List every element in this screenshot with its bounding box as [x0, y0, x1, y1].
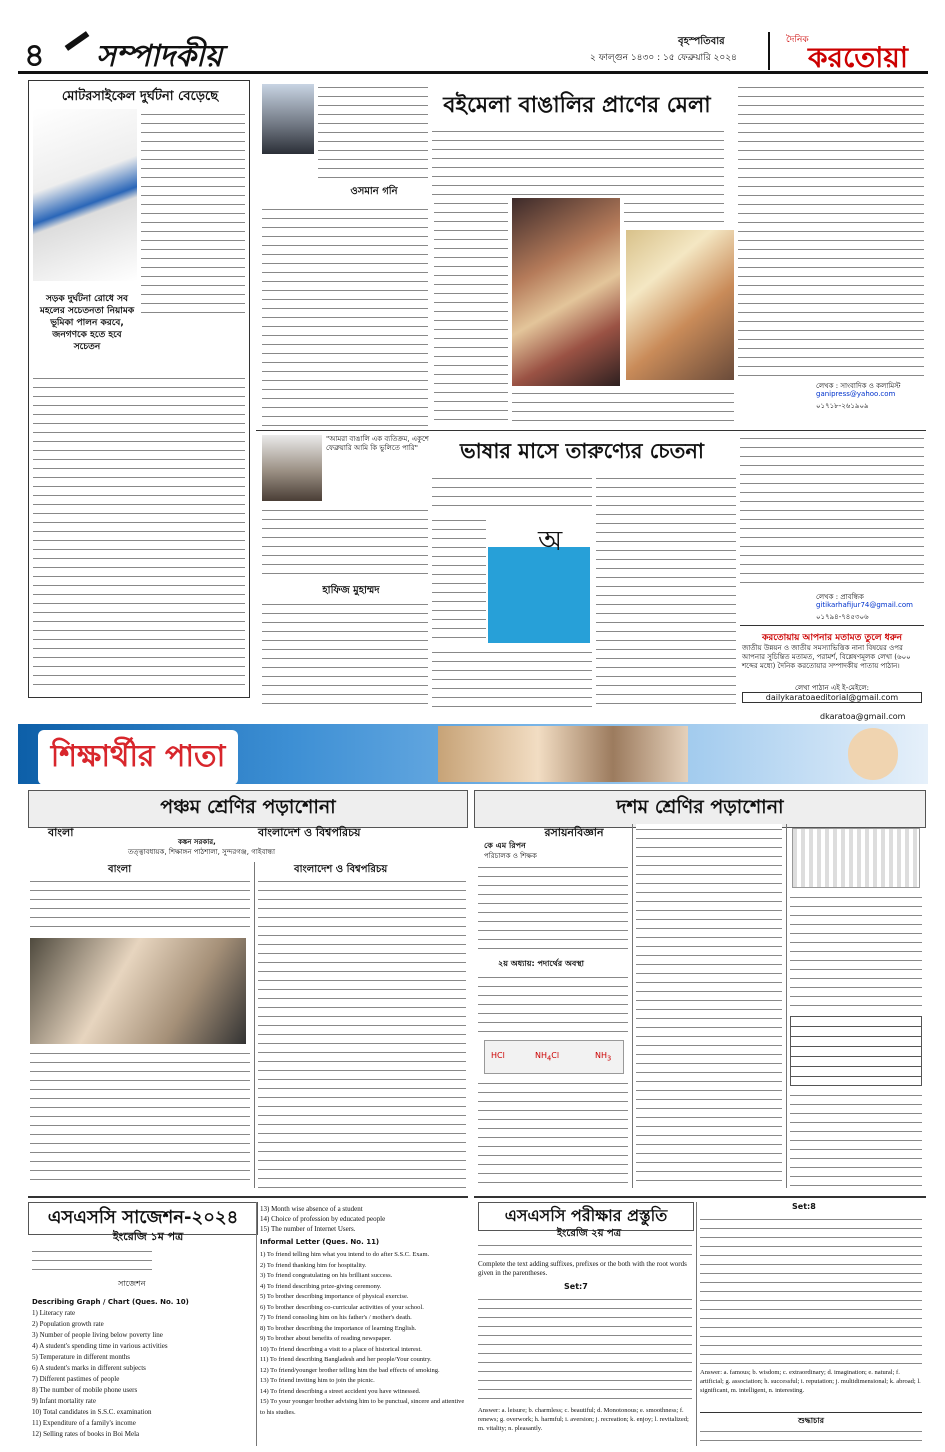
ssc-preparation: [474, 1196, 926, 1446]
teacher-detail: তত্ত্বাবধায়ক, শিক্ষাঙ্গন পাঠশালা, সুন্দরগঞ্জ, গাইবান্ধা: [128, 848, 275, 856]
list-item: 4) To friend describing prize-giving ceremony.: [260, 1282, 382, 1290]
bangla-body-bottom: [30, 1048, 250, 1188]
edu-banner-title: শিক্ষার্থীর পাতা: [38, 730, 238, 785]
list-item: 2) To friend thanking him for hospitality.: [260, 1261, 367, 1269]
column-divider: [786, 824, 787, 1188]
correction-label: শুদ্ধাচার: [700, 1412, 922, 1428]
author-email: gitikarhafijur74@gmail.com: [816, 601, 913, 609]
correction-body: [700, 1426, 922, 1446]
list-item: 7) Different pastimes of people: [32, 1375, 120, 1383]
list-item: 9) To brother about benefits of reading newspaper.: [260, 1335, 392, 1342]
article-body-col6: [740, 433, 924, 591]
list-item: 15) To your younger brother advising him to be punctual, sincere and attentive to his studies.: [260, 1398, 465, 1416]
bookfair-photo-2: [626, 230, 734, 380]
ssc-right-title: এসএসসি পরীক্ষার প্রস্তুতি: [478, 1202, 694, 1231]
section-title: সম্পাদকীয়: [96, 39, 223, 74]
class5-section: [28, 788, 468, 1190]
set7-passage: [478, 1294, 692, 1404]
opinion-body: জাতীয় উন্নয়ন ও জাতীয় সমস্যাভিত্তিক নানা বিষয়ের ওপর আপনার সুচিন্তিত মতামত, পরামর্শ, বিশ্লেষণমূলক লেখা (৬০০ শব্দের মধ্যে) দৈনিক করতোয়ার সম্পাদকীয় পাতায় পাঠান।: [742, 644, 911, 670]
subject-bgs: বাংলাদেশ ও বিশ্বপরিচয়: [258, 826, 361, 839]
list-item: 2) Population growth rate: [32, 1320, 104, 1328]
hcl-label: HCl: [491, 1051, 505, 1060]
ssc-suggestion: [28, 1196, 468, 1446]
masthead-divider: [768, 32, 770, 70]
issue-date: ২ ফাল্গুন ১৪৩০ : ১৫ ফেব্রুয়ারি ২০২৪: [590, 53, 737, 63]
article-title: বইমেলা বাঙালির প্রাণের মেলা: [443, 93, 711, 118]
list-item: 3) To friend congratulating on his brilliant success.: [260, 1272, 393, 1279]
chem-teacher-detail: পরিচালক ও শিক্ষক: [484, 852, 537, 860]
list-item: 8) The number of mobile phone users: [32, 1386, 138, 1394]
letter-list: [260, 1250, 466, 1418]
exercise-instruction: Complete the text adding suffixes, prefixes or the both with the root words given in the parentheses.: [478, 1260, 687, 1277]
list-item: 3) Number of people living below poverty line: [32, 1331, 163, 1339]
list-item: 15) The number of Internet Users.: [260, 1225, 356, 1233]
diffusion-diagram: [792, 828, 920, 888]
teacher-info: [32, 1246, 152, 1274]
bangla-body-top: [30, 876, 250, 934]
article-body-intro: [318, 82, 428, 178]
set8-answer: Answer: a. famous; b. wisdom; c. extraordinary; d. imagination; e. natural; f. artificial; g. association; h. successful; i. reputation; j. multidimensional; k. abroad; l. significant, m. intelligent, n. interesting.: [700, 1369, 921, 1394]
paper-tag: দৈনিক: [786, 35, 809, 45]
article-motorcycle: [28, 80, 250, 698]
chem-teacher: কে এম রিপন: [484, 841, 526, 850]
column-divider: [254, 862, 255, 1188]
list-item: 6) To brother describing co-curricular activities of your school.: [260, 1303, 424, 1311]
list-item: 5) Temperature in different months: [32, 1353, 130, 1361]
bookfair-photo: [512, 198, 620, 386]
class5-title: পঞ্চম শ্রেণির পড়াশোনা: [28, 790, 468, 828]
chem-diagram: [484, 1040, 624, 1074]
set7-answer: Answer: a. leisure; b. charmless; c. beautiful; d. Monotonous; e. smoothness; f. renews; g. overwork; h. harmful; i. aversion; j. recreation; k. enjoy; l. revitalized; m. vitality; n. pleasantly.: [478, 1407, 689, 1432]
alphabet-glyph: অ: [538, 524, 563, 557]
property-table: [790, 1016, 922, 1086]
chem-body-col2: [636, 824, 782, 1188]
author-credit: লেখক : সাংবাদিক ও কলামিস্ট: [816, 382, 901, 390]
article-body-col2: [434, 198, 508, 428]
list-item: 5) To brother describing importance of physical exercise.: [260, 1293, 409, 1300]
nh4cl-label: $NH_4Cl$: [535, 1051, 560, 1063]
article-body-col2: [432, 473, 592, 513]
list-item: 9) Infant mortality rate: [32, 1397, 96, 1405]
article-body-col3: [432, 515, 486, 645]
opinion-email-label: লেখা পাঠান এই ই-মেইলে:: [795, 684, 869, 692]
chem-body-col3: [790, 892, 922, 1012]
teacher-name: কঙ্কন সরকার,: [178, 838, 216, 846]
article-boimela: [256, 80, 926, 430]
page-number: ৪: [24, 36, 45, 74]
bgs-body: [258, 876, 466, 1188]
bgs-heading: বাংলাদেশ ও বিশ্বপরিচয়: [294, 864, 388, 875]
list-item: 10) Total candidates in S.S.C. examination: [32, 1408, 152, 1416]
author-photo: [262, 435, 322, 501]
suggestion-label: সাজেশন: [118, 1279, 146, 1288]
article-body-col1b: [262, 599, 428, 707]
list-item: 12) Selling rates of books in Boi Mela: [32, 1430, 140, 1438]
list-item: 6) A student's marks in different subjects: [32, 1364, 146, 1372]
article-body-col3: [624, 126, 724, 230]
mid-list: [260, 1204, 466, 1234]
author-byline: হাফিজ মুহাম্মদ: [322, 585, 380, 596]
list-item: 7) To friend consoling him on his father's / mother's death.: [260, 1314, 412, 1321]
classroom-photo: [30, 938, 246, 1044]
set8-label: Set:8: [792, 1202, 816, 1211]
list-item: 11) Expenditure of a family's income: [32, 1419, 136, 1427]
article-body-bottom: [33, 373, 245, 691]
opinion-title: করতোয়ায় আপনার মতামত তুলে ধরুন: [761, 633, 903, 643]
list-item: 12) To friend/younger brother telling him the bad effects of smoking.: [260, 1366, 440, 1374]
article-language: [256, 430, 926, 708]
nh3-label: $NH_3$: [595, 1051, 612, 1063]
opinion-box: [740, 625, 924, 707]
article-body-col4: [512, 388, 734, 428]
list-item: 8) To brother describing the importance of learning English.: [260, 1324, 417, 1332]
set7-label: Set:7: [564, 1282, 588, 1291]
author-byline: ওসমান গনি: [350, 186, 398, 197]
opinion-email[interactable]: dailykaratoaeditorial@gmail.com: [742, 692, 922, 703]
list-item: 10) To friend describing a visit to a place of historical interest.: [260, 1345, 422, 1353]
article-body-col4: [432, 647, 592, 707]
article-body-col1: [262, 505, 428, 575]
students-photo: [438, 726, 688, 782]
list-item: 1) Literacy rate: [32, 1309, 76, 1317]
letter-heading: Informal Letter (Ques. No. 11): [260, 1238, 380, 1246]
language-artwork: [488, 515, 590, 643]
doctor-icon: [848, 728, 898, 780]
edu-banner: [18, 724, 928, 784]
footer-email[interactable]: dkaratoa@gmail.com: [820, 712, 906, 721]
column-divider: [256, 1202, 257, 1446]
chem-body-col1: [478, 862, 628, 954]
chem-body-col1c: [478, 1078, 628, 1188]
ssc-right-subject: ইংরেজি ২য় পত্র: [556, 1228, 622, 1239]
pen-icon: [65, 31, 90, 51]
graph-list: [32, 1308, 254, 1440]
subject-chem: রসায়নবিজ্ঞান: [544, 826, 604, 839]
article-body-col1: [262, 204, 428, 428]
set8-passage: [700, 1214, 922, 1364]
chem-chapter: ২য় অধ্যায়: পদার্থের অবস্থা: [498, 959, 584, 968]
article-body-col5: [738, 82, 924, 378]
class10-section: [474, 788, 926, 1190]
masthead: [18, 28, 928, 74]
author-credit: লেখক : প্রাবন্ধিক: [816, 593, 864, 601]
article-title: মোটরসাইকেল দুর্ঘটনা বেড়েছে: [61, 89, 219, 104]
list-item: 13) To friend inviting him to join the picnic.: [260, 1377, 375, 1384]
ssc-left-title: এসএসসি সাজেশন-২০২৪: [28, 1202, 258, 1235]
list-item: 4) A student's spending time in various activities: [32, 1342, 168, 1350]
author-email: ganipress@yahoo.com: [816, 390, 896, 398]
chem-body-col1b: [478, 972, 628, 1038]
list-item: 1) To friend telling him what you intend to do after S.S.C. Exam.: [260, 1251, 430, 1258]
list-item: 14) To friend describing a street accident you have witnessed.: [260, 1387, 421, 1395]
issue-day: বৃহস্পতিবার: [678, 36, 725, 47]
list-item: 13) Month wise absence of a student: [260, 1205, 363, 1213]
graph-heading: Describing Graph / Chart (Ques. No. 10): [32, 1298, 189, 1306]
article-body-top: [141, 109, 245, 319]
column-divider: [632, 824, 633, 1188]
article-pullquote: সড়ক দুর্ঘটনা রোধে সব মহলের সচেতনতা নিয়ামক ভূমিকা পালন করবে, জনগণকে হতে হবে সচেতন: [39, 294, 135, 352]
list-item: 14) Choice of profession by educated people: [260, 1215, 386, 1223]
column-divider: [696, 1202, 697, 1446]
author-phone: ০১৭৯৪-৭৪৫৩০৬: [816, 613, 869, 621]
teacher-info: [478, 1240, 692, 1256]
list-item: 11) To friend describing Bangladesh and her people/Your country.: [260, 1356, 432, 1363]
chem-body-col3b: [790, 1090, 922, 1188]
article-body-col5: [596, 473, 736, 707]
author-phone: ০১৭১৮-২৬১৯০৯: [816, 402, 869, 410]
accident-photo: [33, 109, 137, 281]
class10-title: দশম শ্রেণির পড়াশোনা: [474, 790, 926, 828]
ssc-left-subject: ইংরেজি ১ম পত্র: [112, 1230, 184, 1243]
author-photo: [262, 84, 314, 154]
pull-quote: "আমরা বাঙালি এক ব্যতিক্রম, একুশে ফেব্রুয়ারি আমি কি ভুলিতে পারি": [326, 435, 429, 452]
subject-bangla: বাংলা: [48, 826, 74, 839]
paper-logo: করতোয়া: [808, 41, 908, 74]
article-title: ভাষার মাসে তারুণ্যের চেতনা: [460, 439, 704, 463]
bangla-heading: বাংলা: [108, 864, 132, 875]
